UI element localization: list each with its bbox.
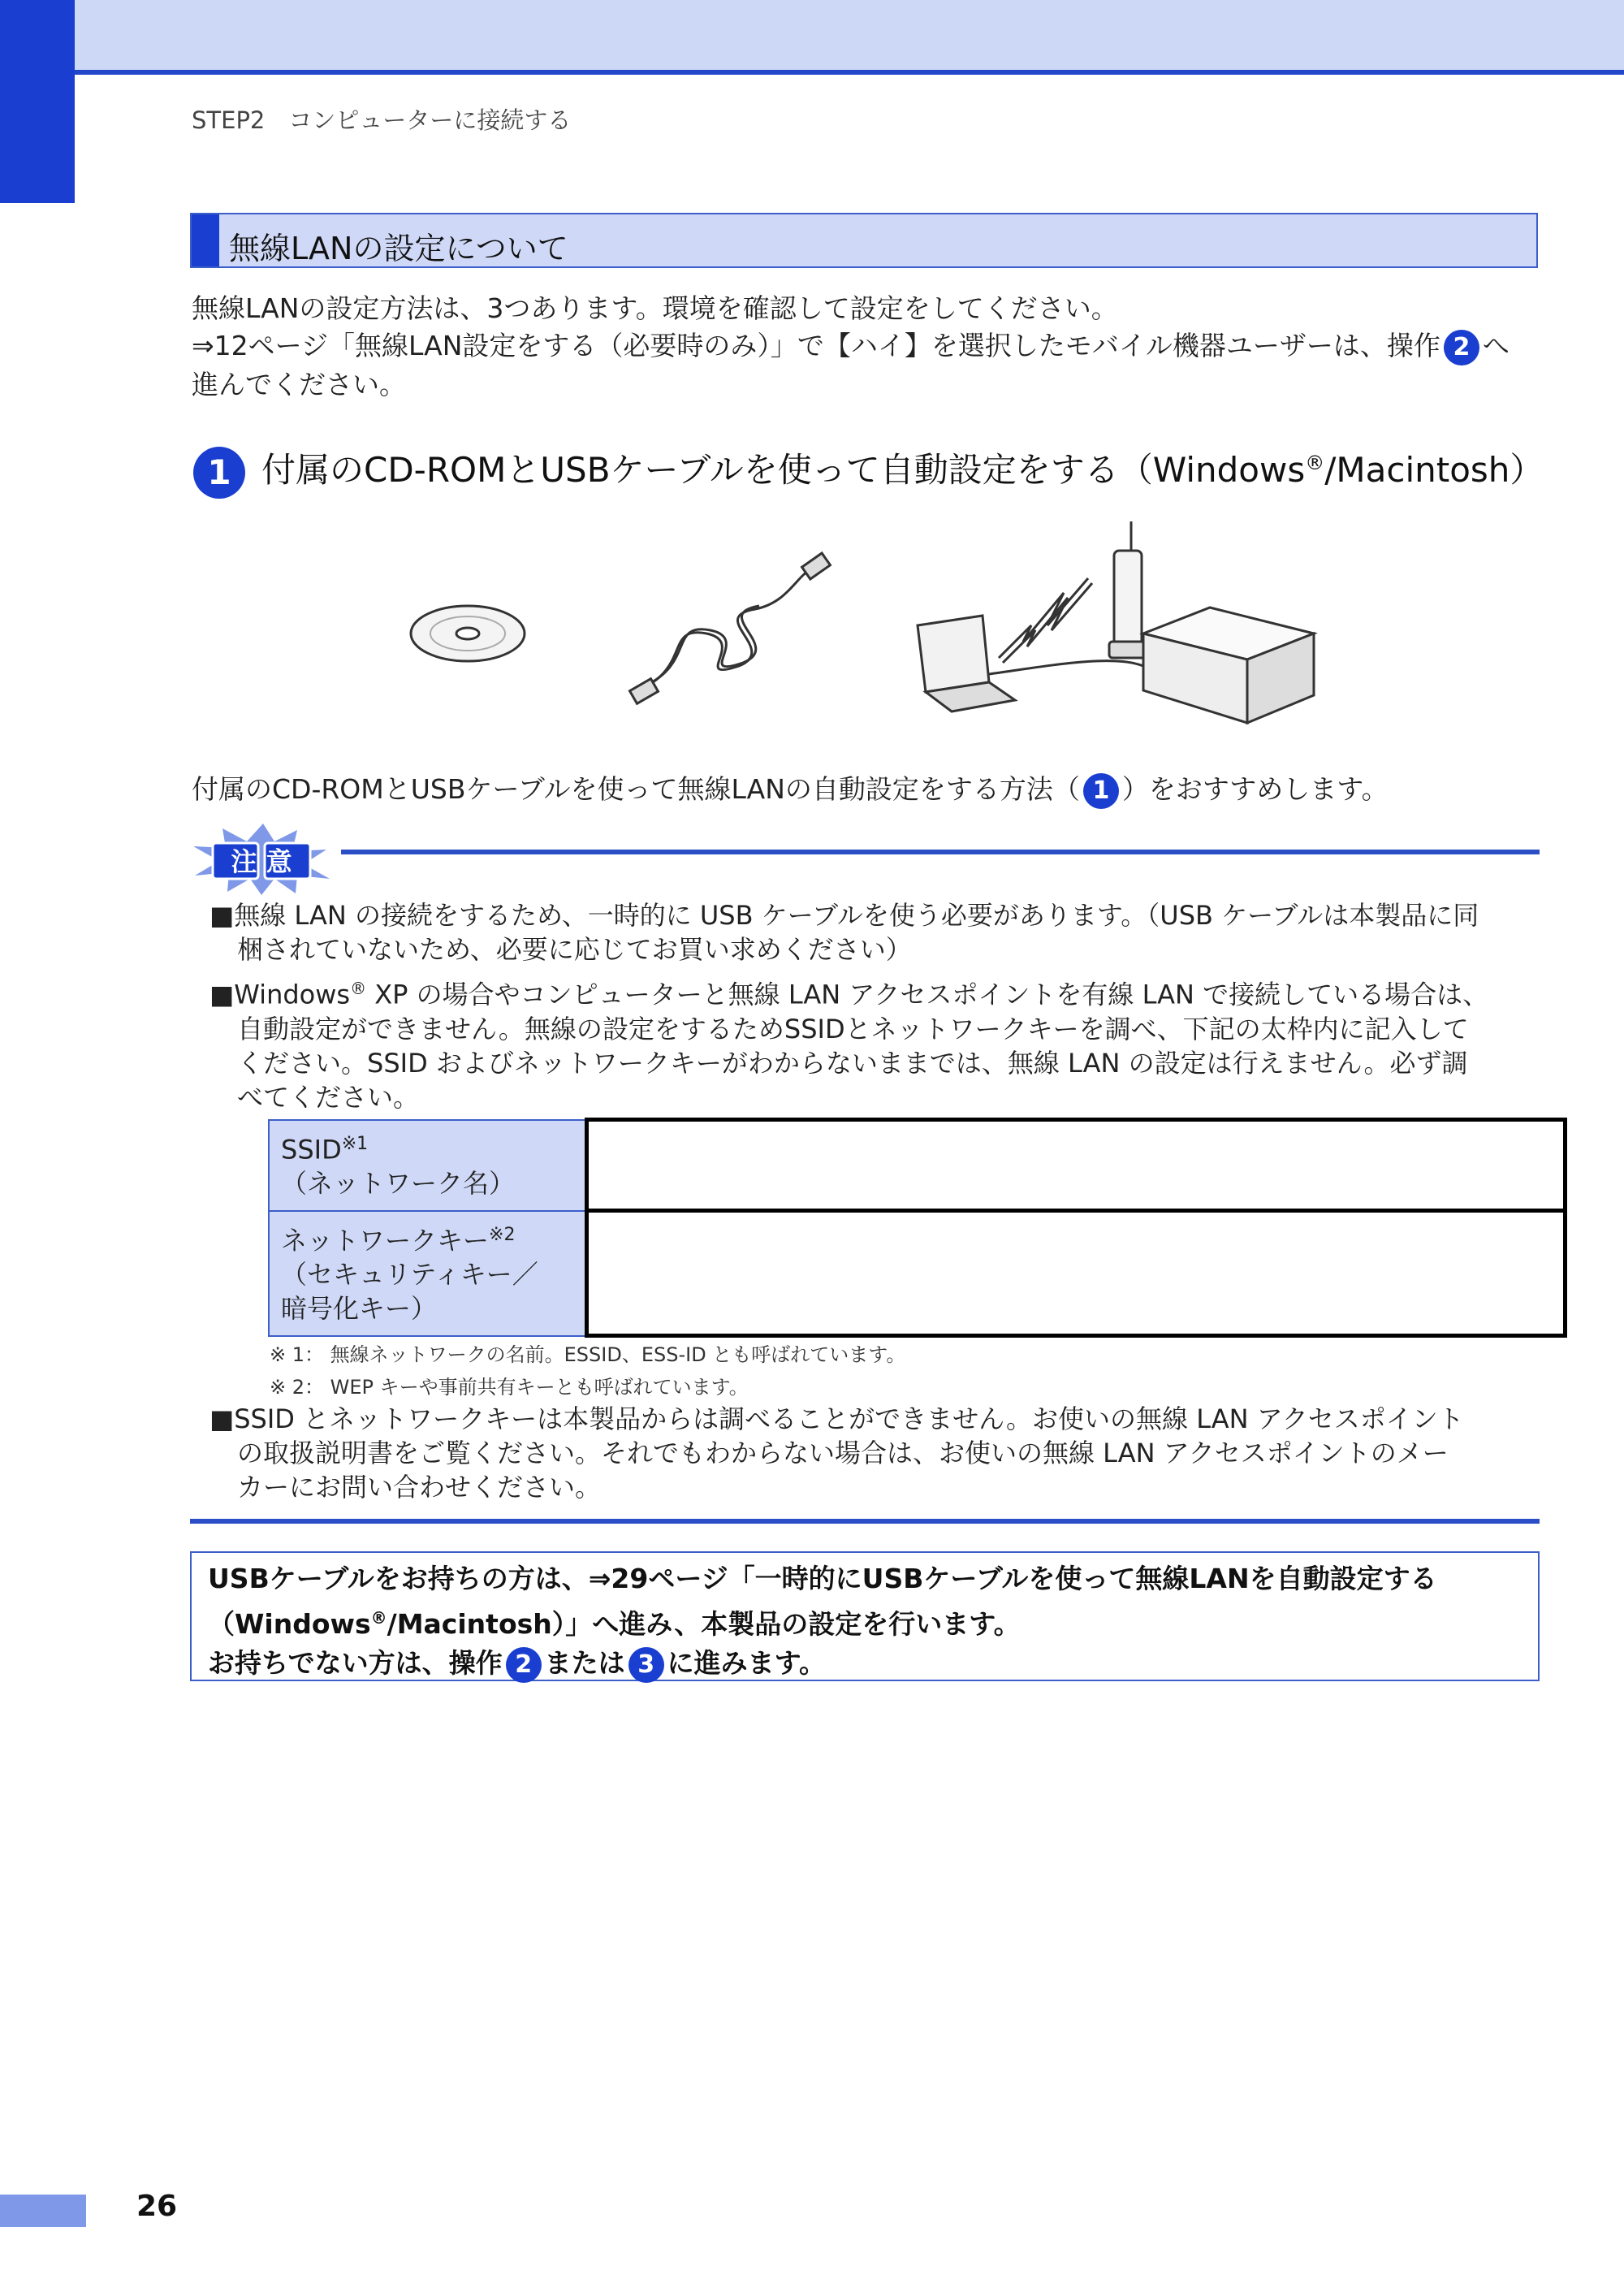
note-bullet-3 xyxy=(209,1402,1541,1504)
note-bullet-2-line-3: ください。SSID およびネットワークキーがわからないままでは、無線 LAN の設定は行えません。必ず調 xyxy=(237,1047,1468,1079)
ssid-write-in-field[interactable] xyxy=(587,1120,1566,1211)
access-point-icon xyxy=(1109,521,1147,658)
step-1-title-b: /Macintosh） xyxy=(1324,450,1544,490)
header-rule xyxy=(73,70,1624,75)
step-3-icon: 3 xyxy=(628,1647,664,1683)
usb-cable-icon xyxy=(630,553,831,703)
section-heading xyxy=(190,213,1538,268)
ssid-label-cell xyxy=(269,1120,587,1211)
note-bullet-3-line-3: カーにお問い合わせください。 xyxy=(237,1472,602,1503)
cable-line xyxy=(989,661,1143,674)
setup-illustration xyxy=(398,512,1332,731)
registered-mark: ® xyxy=(370,1608,387,1628)
section-title: 無線LANの設定について xyxy=(229,231,568,266)
ssid-label: SSID xyxy=(281,1134,342,1165)
table-row xyxy=(269,1211,1566,1336)
recommend-text-a: 付属のCD-ROMとUSBケーブルを使って無線LANの自動設定をする方法（ xyxy=(192,773,1080,805)
callout-line-2 xyxy=(208,1598,1522,1644)
network-key-write-in-field[interactable] xyxy=(587,1211,1566,1336)
printer-icon xyxy=(1143,608,1314,731)
caution-label: 注 意 xyxy=(231,846,292,877)
note-bullet-2-line-1b: XP の場合やコンピューターと無線 LAN アクセスポイントを有線 LAN で接続している場合は、 xyxy=(366,979,1489,1010)
network-key-sublabel-1: （セキュリティキー／ xyxy=(281,1259,538,1291)
recommend-line xyxy=(192,772,1389,809)
note-bullet-3-line-1: ■SSID とネットワークキーは本製品からは調べることができません。お使いの無線 LAN アクセスポイント xyxy=(209,1403,1464,1434)
step-1-icon-inline: 1 xyxy=(1083,773,1119,809)
network-key-footnote-mark: ※2 xyxy=(489,1224,516,1245)
network-key-label-cell xyxy=(269,1211,587,1336)
callout-line-3a: お持ちでない方は、操作 xyxy=(208,1647,503,1679)
step-1-heading xyxy=(190,443,1544,499)
intro-line-3: 進んでください。 xyxy=(192,369,406,400)
registered-mark: ® xyxy=(1305,452,1325,474)
network-key-sublabel-2: 暗号化キー） xyxy=(281,1293,438,1325)
intro-line-2 xyxy=(192,328,1510,365)
note-rule-top xyxy=(341,850,1540,854)
network-key-label: ネットワークキー xyxy=(281,1225,490,1256)
step-2-icon: 2 xyxy=(1444,330,1479,365)
ssid-sublabel: （ネットワーク名） xyxy=(281,1168,516,1200)
caution-badge-icon xyxy=(190,822,336,895)
note-bullet-1-line-1: ■無線 LAN の接続をするため、一時的に USB ケーブルを使う必要があります。（USB ケーブルは本製品に同 xyxy=(209,900,1479,931)
callout-line-3c: に進みます。 xyxy=(667,1647,827,1679)
note-rule-bottom xyxy=(190,1519,1540,1524)
intro-line-2-tail: へ xyxy=(1482,330,1510,361)
wireless-signal-icon xyxy=(999,578,1092,663)
note-bullet-1-line-2: 梱されていないため、必要に応じてお買い求めください） xyxy=(237,934,912,965)
note-bullet-2-line-4: べてください。 xyxy=(237,1081,420,1113)
usb-callout-box xyxy=(190,1551,1540,1681)
step-1-icon: 1 xyxy=(193,447,245,499)
ssid-footnote-mark: ※1 xyxy=(341,1133,369,1154)
laptop-icon xyxy=(918,616,1015,711)
step-2-icon: 2 xyxy=(506,1647,542,1683)
footnote-1: ※ 1： 無線ネットワークの名前。ESSID、ESS-ID とも呼ばれています。 xyxy=(270,1343,906,1366)
header-band xyxy=(0,0,1624,73)
running-head: STEP2 コンピューターに接続する xyxy=(192,106,572,134)
intro-line-1: 無線LANの設定方法は、3つあります。環境を確認して設定をしてください。 xyxy=(192,292,1118,324)
note-bullet-1 xyxy=(209,898,1541,967)
ssid-entry-table xyxy=(268,1118,1567,1338)
section-heading-bar xyxy=(192,214,219,266)
page-number-tab xyxy=(0,2195,86,2227)
note-bullet-3-line-2: の取扱説明書をご覧ください。それでもわからない場合は、お使いの無線 LAN アクセスポイントのメー xyxy=(237,1438,1449,1468)
callout-line-2a: （Windows xyxy=(208,1608,371,1640)
intro-link-text[interactable]: ⇒12ページ「無線LAN設定をする（必要時のみ）」で【ハイ】を選択したモバイル機器ユーザーは、操作 xyxy=(192,330,1440,361)
note-bullet-2 xyxy=(209,971,1541,1114)
registered-mark: ® xyxy=(350,979,367,998)
note-bullet-2-line-2: 自動設定ができません。無線の設定をするためSSIDとネットワークキーを調べ、下記の太枠内に記入して xyxy=(237,1013,1469,1044)
callout-line-3 xyxy=(208,1644,1522,1683)
table-row xyxy=(269,1120,1566,1211)
callout-line-2b: /Macintosh）」へ進み、本製品の設定を行います。 xyxy=(387,1608,1021,1640)
callout-line-1[interactable]: USBケーブルをお持ちの方は、⇒29ページ「一時的にUSBケーブルを使って無線LANを自動設定する xyxy=(208,1563,1437,1594)
cd-rom-icon xyxy=(411,606,525,661)
recommend-text-b: ）をおすすめします。 xyxy=(1121,773,1389,805)
callout-line-3b: または xyxy=(544,1647,625,1679)
note-bullet-2-line-1a: ■Windows xyxy=(209,979,351,1010)
page-number: 26 xyxy=(136,2190,178,2223)
footnote-2: ※ 2： WEP キーや事前共有キーとも呼ばれています。 xyxy=(270,1376,749,1399)
step-1-title-a: 付属のCD-ROMとUSBケーブルを使って自動設定をする（Windows xyxy=(261,450,1306,490)
chapter-tab xyxy=(0,0,75,203)
